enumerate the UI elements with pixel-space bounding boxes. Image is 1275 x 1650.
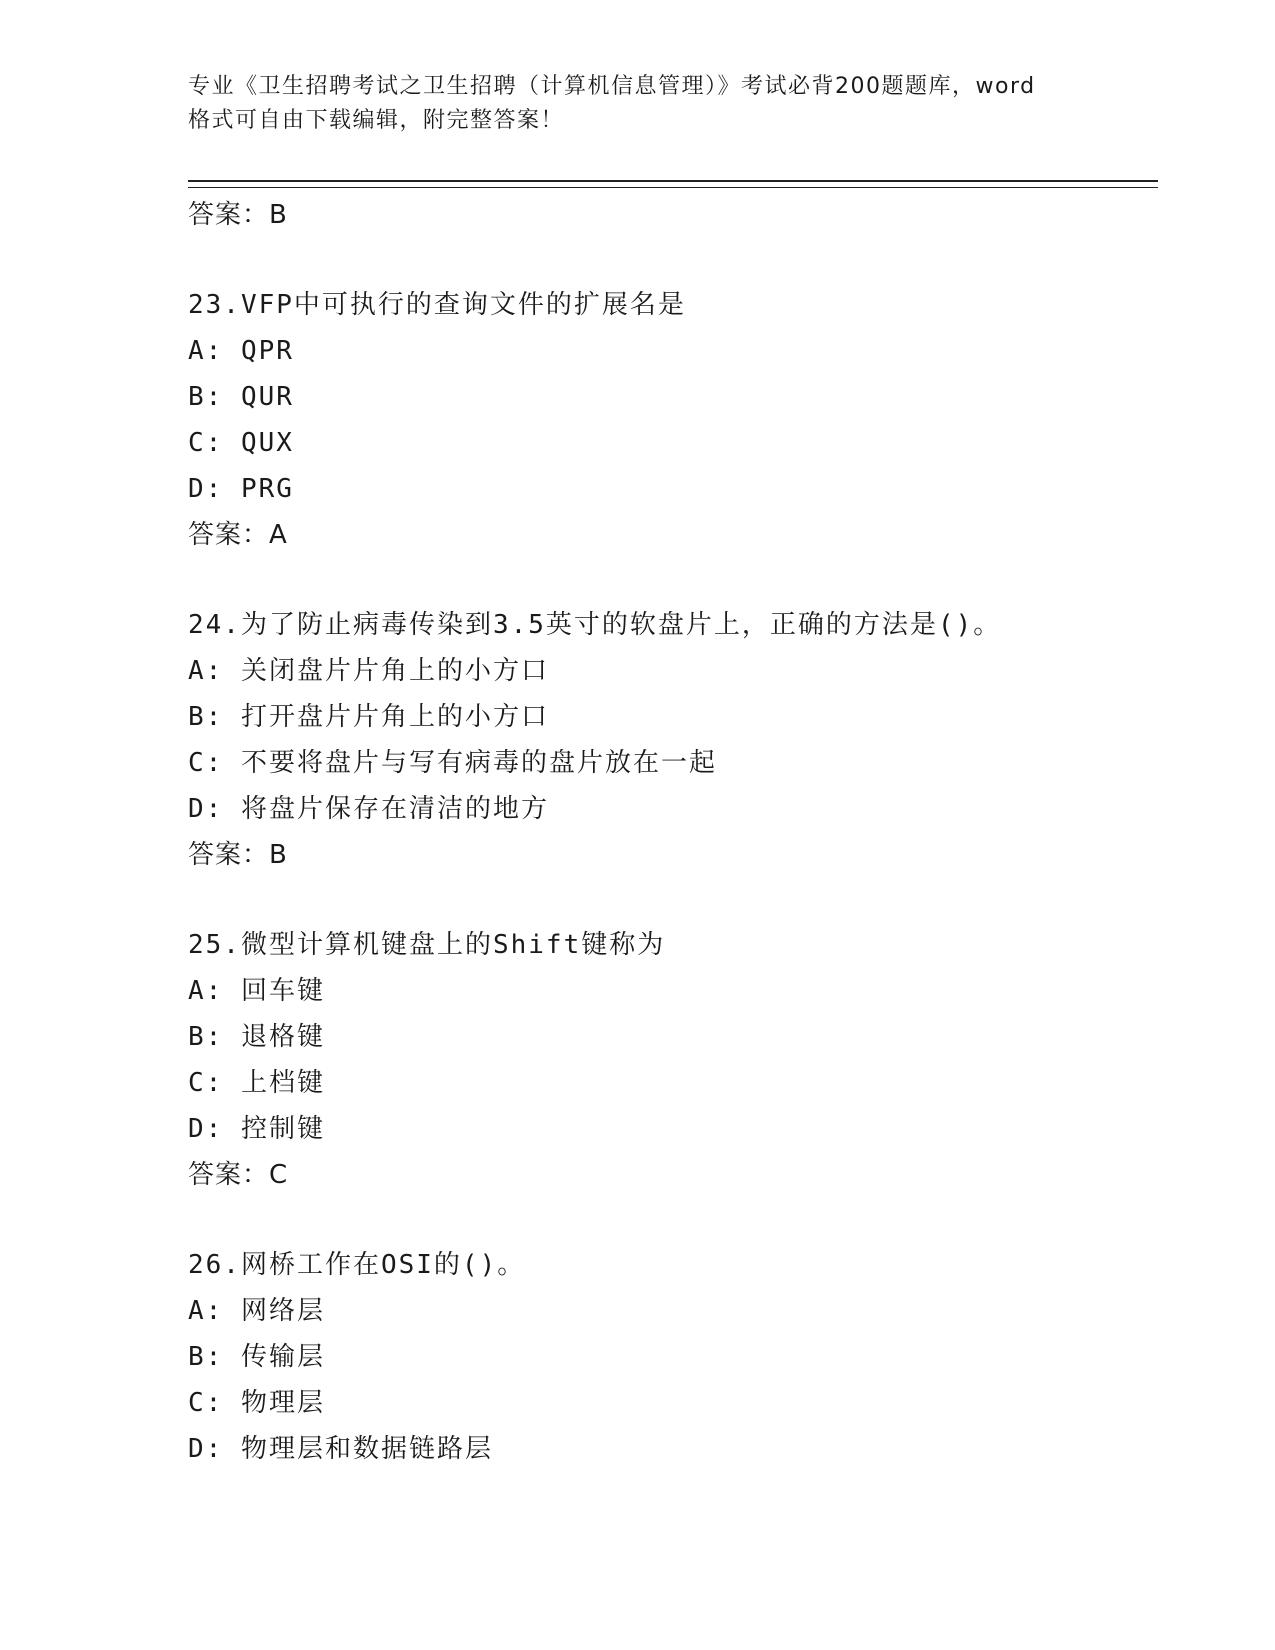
answer-line: 答案：A	[188, 520, 288, 550]
option-c: C: 上档键	[188, 1068, 325, 1098]
answer-line: 答案：B	[188, 840, 288, 870]
option-a: A: 回车键	[188, 976, 325, 1006]
answer-line: 答案：C	[188, 1160, 289, 1190]
document-header	[188, 70, 1158, 138]
header-title-line-1: 专业《卫生招聘考试之卫生招聘（计算机信息管理）》考试必背200题题库，word	[188, 74, 1036, 99]
question-23	[188, 282, 1158, 558]
option-d: D: PRG	[188, 474, 294, 504]
option-a: A: QPR	[188, 336, 294, 366]
option-c: C: 不要将盘片与写有病毒的盘片放在一起	[188, 748, 717, 778]
question-stem: 26.网桥工作在OSI的()。	[188, 1250, 526, 1280]
answer-line: 答案：B	[188, 200, 288, 230]
option-a: A: 关闭盘片片角上的小方口	[188, 656, 549, 686]
question-stem: 24.为了防止病毒传染到3.5英寸的软盘片上，正确的方法是()。	[188, 610, 1002, 640]
option-d: D: 物理层和数据链路层	[188, 1434, 493, 1464]
option-c: C: QUX	[188, 428, 294, 458]
option-d: D: 控制键	[188, 1114, 325, 1144]
header-divider	[188, 180, 1158, 188]
question-26	[188, 1242, 1158, 1472]
question-stem: 25.微型计算机键盘上的Shift键称为	[188, 930, 666, 960]
option-b: B: 传输层	[188, 1342, 325, 1372]
document-body	[188, 192, 1158, 1472]
option-b: B: QUR	[188, 382, 294, 412]
option-d: D: 将盘片保存在清洁的地方	[188, 794, 549, 824]
header-title-line-2: 格式可自由下载编辑，附完整答案！	[188, 108, 565, 133]
question-stem: 23.VFP中可执行的查询文件的扩展名是	[188, 290, 686, 320]
option-b: B: 打开盘片片角上的小方口	[188, 702, 549, 732]
question-24	[188, 602, 1158, 878]
option-c: C: 物理层	[188, 1388, 325, 1418]
option-b: B: 退格键	[188, 1022, 325, 1052]
question-25	[188, 922, 1158, 1198]
option-a: A: 网络层	[188, 1296, 325, 1326]
